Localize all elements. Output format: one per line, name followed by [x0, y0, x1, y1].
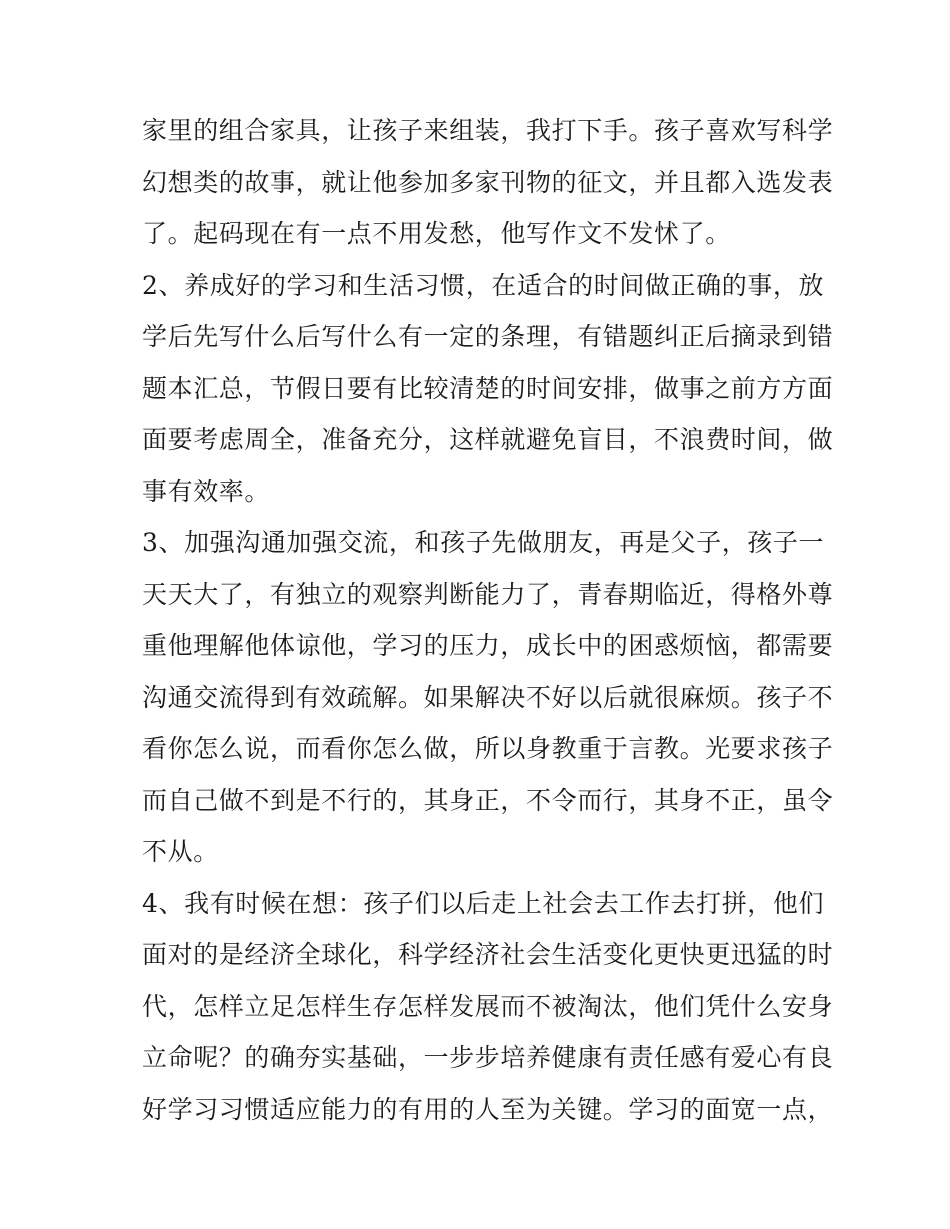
text-line: 看你怎么说，而看你怎么做，所以身教重于言教。光要求孩子: [142, 734, 834, 763]
text-line: 沟通交流得到有效疏解。如果解决不好以后就很麻烦。孩子不: [142, 682, 834, 712]
text-line: 好学习习惯适应能力的有用的人至为关键。学习的面宽一点，: [142, 1094, 834, 1124]
text-line: 立命呢？的确夯实基础，一步步培养健康有责任感有爱心有良: [142, 1043, 834, 1072]
text-line: 题本汇总，节假日要有比较清楚的时间安排，做事之前方方面: [142, 373, 834, 403]
text-line: 不从。: [142, 837, 219, 866]
text-line: 学后先写什么后写什么有一定的条理，有错题纠正后摘录到错: [142, 322, 834, 351]
text-line: 了。起码现在有一点不用发愁，他写作文不发怵了。: [142, 219, 731, 248]
text-line: 4、我有时候在想：孩子们以后走上社会去工作去打拼，他们: [142, 888, 825, 918]
text-line: 事有效率。: [142, 476, 271, 506]
text-line: 代，怎样立足怎样生存怎样发展而不被淘汰，他们凭什么安身: [142, 991, 834, 1021]
text-line: 而自己做不到是不行的，其身正，不令而行，其身不正，虽令: [142, 785, 834, 815]
text-line: 重他理解他体谅他，学习的压力，成长中的困惑烦恼，都需要: [142, 631, 834, 660]
text-line: 幻想类的故事，就让他参加多家刊物的征文，并且都入选发表: [142, 167, 834, 197]
text-line: 家里的组合家具，让孩子来组装，我打下手。孩子喜欢写科学: [142, 116, 834, 145]
text-line: 面对的是经济全球化，科学经济社会生活变化更快更迅猛的时: [142, 940, 834, 969]
text-line: 2、养成好的学习和生活习惯，在适合的时间做正确的事，放: [142, 270, 825, 300]
text-line: 面要考虑周全，准备充分，这样就避免盲目，不浪费时间，做: [142, 425, 834, 454]
text-line: 天天大了，有独立的观察判断能力了，青春期临近，得格外尊: [142, 579, 834, 609]
document-body: [142, 105, 834, 1135]
text-line: 3、加强沟通加强交流，和孩子先做朋友，再是父子，孩子一: [142, 528, 825, 557]
